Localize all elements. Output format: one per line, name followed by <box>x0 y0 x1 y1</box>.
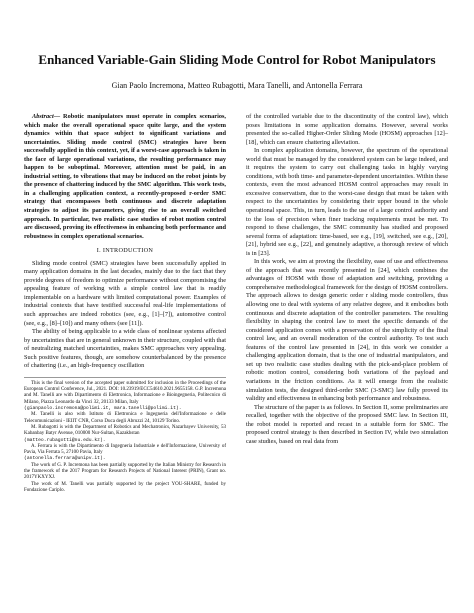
footnote-funding: The work of G. P. Incremona has been partially supported by the Italian Ministry for Research in the framework of the 2017 Program for Research Projects of National Interest (PRIN), Grant no. 2017YKXYXJ. <box>24 462 226 481</box>
left-column <box>24 113 226 494</box>
body-paragraph: of the controlled variable due to the discontinuity of the control law), which poses limitations in some application domains. However, several works presented the so-called Higher-Order Sliding Mode (HOSM) approaches [12]–[18], which can ensure chattering alleviation. <box>246 113 448 146</box>
body-paragraph: The structure of the paper is as follows. In Section II, some preliminaries are recalled, together with the objective of the proposed SMC law. In Section III, the robot model is reported and recast in a suitable form for SMC. The proposed control strategy is then described in Section IV, while two simulation case studies, based on real data from <box>246 403 448 445</box>
intro-paragraph: Sliding mode control (SMC) strategies have been successfully applied in many application domains in the last decades, mainly due to the fact that they provide degrees of freedom to optimize performance without compromising the appealing feature of working with a simple control law that is readily implementable on a hardware with limited computational power. Examples of industrial contexts that have testified successful real-life implementations of such approaches are indeed robotics (see, e.g., [1]–[7]), automotive control (see, e.g., [8]–[10]) and many others (see [11]). <box>24 259 226 327</box>
author-list: Gian Paolo Incremona, Matteo Rubagotti, Mara Tanelli, and Antonella Ferrara <box>111 81 363 90</box>
footnote-email: (gianpaolo.incremona@polimi.it, mara.tanelli@polimi.it). <box>24 406 182 412</box>
footnote-affiliation: M. Rubagotti is with the Department of Robotics and Mechatronics, Nazarbayev University, 53 Kabanbay Batyr Avenue, 010000 Nur-Sultan, Kazakhstan <box>24 424 226 437</box>
footnote-affiliation: M. Tanelli is also with Istituto di Elettronica e Ingegneria dell'Informazione e delle Telecomunicazioni - IEIIT CNR, Corso Duca degli Abruzzi 24, 10129 Torino. <box>24 412 226 424</box>
footnote-email: (antonella.ferrara@unipv.it). <box>24 456 106 462</box>
intro-paragraph: The ability of being applicable to a wide class of nonlinear systems affected by uncertainties that are in general unknown in their structure, coupled with that of neutralizing matched uncertainties, makes SMC approaches very appealing. Such positive features, though, are somehow counterbalanced by the presence of chattering (i.e., an high-frequency oscillation <box>24 328 226 370</box>
footnotes <box>24 377 226 494</box>
body-paragraph: In complex application domains, however, the spectrum of the operational world that must be managed by the considered system can be large indeed, and it requires the system to carry out challenging tasks in highly varying conditions, with both time- and parameter-dependent uncertainties. Within these contexts, even the most advanced HOSM control approaches may result in excessive conservatism, due to the worst-case design that must be taken with respect to the uncertainties by considering their upper bound in the whole operational space. This, in turn, leads to the use of a large control authority and to the loss of precision when finer tracking requirements must be met. To respond to these challenges, the SMC community has studied and proposed several forms of adaptation: time-based, see e.g., [19], switched, see e.g., [20], [21], hybrid see e.g., [22], and genuinely adaptive, a thorough review of which is in [23]. <box>246 147 448 257</box>
footnote-funding: The work of M. Tanelli was partially supported by the project YOU-SHARE, funded by Fondazione Cariplo. <box>24 481 226 493</box>
abstract-text: — Robotic manipulators must operate in complex scenarios, which make the overall operational space quite large, and the system dynamics within that space subject to significant variations and uncertainties. Sliding mode control (SMC) strategies have been successfully applied in this context, yet, if a worst-case approach is taken in the face of large operational variations, the resulting performance may happen to be suboptimal. Moreover, attention must be paid, in an industrial setting, to vibrations that may be induced on the robot joints by the presence of chattering induced by the SMC algorithm. This work tests, in a challenging application context, a recently-proposed r-order SMC strategy that encompasses both continuous and discrete adaptation strategies to adjust its parameters, giving rise to an overall switched approach. In particular, two realistic case studies of robot motion control are discussed, proving its effectiveness in enhancing both performance and robustness in complex operational scenarios. <box>24 113 226 240</box>
section-heading-introduction: I. INTRODUCTION <box>96 247 154 255</box>
footnote-email: (matteo.rubagotti@nu.edu.kz). <box>24 437 106 443</box>
footnote-affiliation: A. Ferrara is with the Dipartimento di Ingegneria Industriale e dell'Informazione, University of Pavia, Via Ferrata 5, 27100 Pavia, Italy <box>24 443 226 456</box>
abstract-label: Abstract <box>32 113 54 120</box>
right-column <box>246 113 448 446</box>
body-paragraph: In this work, we aim at proving the flexibility, ease of use and effectiveness of the approach that was recently presented in [24], which combines the advantages of HOSM with those of adaptation and switching, providing a comprehensive methodological framework for the design of HOSM controllers. The approach allows to design generic order r sliding mode controllers, thus allowing one to deal with systems of any relative degree, and it embodies both continuous and discrete adaptation of the controller parameters. The resulting flexibility in shaping the control law to meet the specific demands of the considered application comes with a preservation of the simplicity of the final control law, and an overall moderation of the control authority. To test such features of the control law presented in [24], in this work we consider a challenging application domain, that is the one of industrial manipulators, and set up two realistic case studies dealing with the pick-and-place problem of robotic motion control, considering both variations of the payload and variations in the friction conditions. As it will emerge from the realistic simulation tests, the designed third-order SMC (3-SMC) law fully proved its validity and effectiveness in enhancing both performance and robustness. <box>246 258 448 403</box>
footnote-version: This is the final version of the accepted paper submitted for inclusion in the Proceedings of the European Control Conference, Jul., 2021. DOI: 10.23919/ECC54610.2021.9655158. G.P. Incremona and M. Tanelli are with Dipartimento di Elettronica, Informazione e Bioingegneria, Politecnico di Milano, Piazza Leonardo da Vinci 32, 20133 Milan, Italy <box>24 380 226 405</box>
abstract <box>24 113 226 241</box>
paper-title: Enhanced Variable-Gain Sliding Mode Control for Robot Manipulators <box>38 52 436 67</box>
